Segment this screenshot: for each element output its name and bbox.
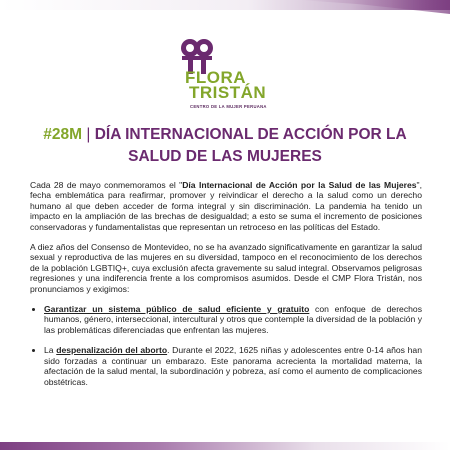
- logo-line1: FLORA: [185, 68, 247, 87]
- paragraph-1: [30, 180, 422, 232]
- p1-bold-event: Día Internacional de Acción por la Salud de las Mujeres: [182, 180, 417, 190]
- logo-line2: TRISTÁN: [189, 83, 267, 102]
- flora-tristan-logo: [150, 36, 300, 116]
- title-separator: |: [86, 126, 91, 143]
- statement-body: [30, 180, 422, 397]
- demands-list: [30, 304, 422, 387]
- bullet-2-pre: La: [44, 345, 57, 356]
- title-hashtag: #28M: [43, 126, 83, 143]
- bottom-decorative-band: [0, 442, 450, 450]
- logo-wordmark: [185, 70, 285, 100]
- p1-text-b: ", fecha emblemática para reafirmar, promover y reivindicar el derecho a la salud como un derecho humano al que deben acceder de forma integral y sin discriminación. La pandemia ha tenido un impacto en la ampliación de las brechas de desigualdad; a esto se suma el incremento de posiciones conservadoras y fundamentalistas que representan un retroceso en las políticas del Estado.: [30, 180, 422, 232]
- paragraph-2: A diez años del Consenso de Montevideo, no se ha avanzado significativamente en garantizar la salud sexual y reproductiva de las mujeres en su diversidad, tampoco en el reconocimiento de los derechos de la población LGBTIQ+, cuya exclusión afecta gravemente su salud integral. Observamos peligrosas regresiones y una indiferencia frente a los compromisos asumidos. Desde el CMP Flora Tristán, nos pronunciamos y exigimos:: [30, 242, 422, 294]
- page-title: [20, 124, 430, 168]
- title-line2: SALUD DE LAS MUJERES: [128, 148, 322, 165]
- list-item: [44, 304, 422, 335]
- list-item: [44, 345, 422, 387]
- bullet-1-rest: con enfoque de derechos humanos, género, interseccional, intercultural y otros que contemple la diversidad de la población y las problemáticas diferenciadas que enfrentan las mujeres.: [44, 304, 422, 335]
- logo-subtitle: CENTRO DE LA MUJER PERUANA: [190, 104, 267, 109]
- title-line1: DÍA INTERNACIONAL DE ACCIÓN POR LA: [94, 126, 407, 143]
- bullet-2-rest: . Durante el 2022, 1625 niñas y adolescentes entre 0-14 años han sido forzadas a continuar un embarazo. Este panorama acrecienta la mortalidad materna, la afectación de la salud mental, la subordinación y pobreza, así como el aumento de complicaciones obstétricas.: [44, 345, 422, 387]
- bullet-2-bold: despenalización del aborto: [56, 345, 168, 356]
- bullet-1-bold: Garantizar un sistema público de salud eficiente y gratuito: [44, 304, 310, 315]
- p1-text-a: Cada 28 de mayo conmemoramos el ": [30, 180, 183, 190]
